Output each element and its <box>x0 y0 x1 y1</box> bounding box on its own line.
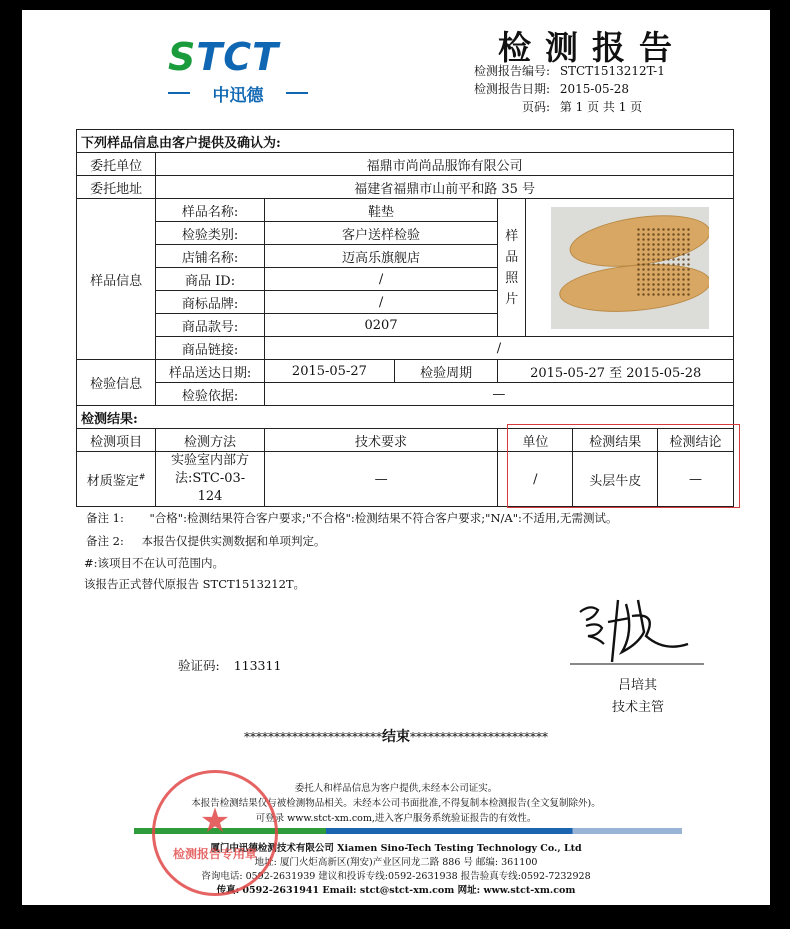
sample-photo-cell <box>526 199 734 337</box>
address-value: 福建省福鼎市山前平和路 35 号 <box>156 176 734 199</box>
delivery-label: 样品送达日期: <box>156 360 265 383</box>
report-date <box>470 80 629 97</box>
result-unit: / <box>498 452 573 507</box>
highlight-box <box>507 424 740 508</box>
note-1 <box>86 510 618 526</box>
result-value: 头层牛皮 <box>573 452 658 507</box>
note-2-label: 备注 2: <box>86 534 124 548</box>
note-2 <box>86 533 326 549</box>
report-page <box>22 10 770 905</box>
photo-label <box>498 199 526 337</box>
inspect-label: 检验信息 <box>77 360 156 406</box>
verify-label: 验证码: <box>178 658 220 673</box>
sample-row-value: 0207 <box>264 314 497 337</box>
result-item-mark: # <box>138 472 146 482</box>
sample-row-value: 客户送样检验 <box>264 222 497 245</box>
note-3: #:该项目不在认可范围内。 <box>84 556 225 570</box>
insole-perforations <box>636 227 691 297</box>
sample-row-label: 商品款号: <box>156 314 265 337</box>
result-item <box>77 452 156 507</box>
sample-row-label: 商标品牌: <box>156 291 265 314</box>
page-value: 第 1 页 共 1 页 <box>559 100 643 114</box>
logo-wordmark: STCT <box>168 35 280 79</box>
end-text: 结束 <box>382 729 410 745</box>
report-title: 检测报告 <box>498 28 686 67</box>
note-2-text: 本报告仅提供实测数据和单项判定。 <box>141 534 326 548</box>
section-sample-header: 下列样品信息由客户提供及确认为: <box>77 130 734 153</box>
sample-info-label: 样品信息 <box>77 199 156 360</box>
logo-subtitle: 中迅德 <box>168 81 308 106</box>
basis-value: — <box>264 383 733 406</box>
footer-phones: 咨询电话: 0592-2631939 建议和投诉专线:0592-2631938 报告验真专线:0592-7232928 <box>201 871 591 882</box>
sample-row-value: / <box>264 291 497 314</box>
photo-label-char: 片 <box>505 291 519 307</box>
footer-company: 厦门中迅德检测技术有限公司 Xiamen Sino-Tech Testing Technology Co., Ltd <box>210 843 582 854</box>
sample-row-label: 商品链接: <box>156 337 265 360</box>
report-number-value: STCT1513212T-1 <box>559 64 665 78</box>
signer-role: 技术主管 <box>612 700 665 715</box>
sample-row-label: 店铺名称: <box>156 245 265 268</box>
report-page-info <box>470 98 642 115</box>
col-header-method: 检测方法 <box>156 429 265 452</box>
section-result-header: 检测结果: <box>77 406 734 429</box>
company-logo <box>168 35 308 115</box>
result-conclusion: — <box>658 452 734 507</box>
footer-contact: 传真: 0592-2631941 Email: stct@stct-xm.com 网址: www.stct-xm.com <box>216 885 576 896</box>
verify-code <box>178 656 281 674</box>
photo-label-char: 照 <box>505 270 519 286</box>
sample-row-value: 鞋垫 <box>264 199 497 222</box>
footer-address: 地址: 厦门火炬高新区(翔安)产业区同龙二路 886 号 邮编: 361100 <box>254 857 538 868</box>
report-date-value: 2015-05-28 <box>559 82 630 96</box>
end-stars-right: *********************** <box>410 730 548 744</box>
result-item-text: 材质鉴定 <box>86 473 139 489</box>
result-requirement: — <box>264 452 497 507</box>
basis-label: 检验依据: <box>156 383 265 406</box>
sample-row-label: 商品 ID: <box>156 268 265 291</box>
end-stars-left: *********************** <box>244 730 382 744</box>
company-seal <box>152 770 278 896</box>
col-header-result: 检测结果 <box>573 429 658 452</box>
col-header-conclusion: 检测结论 <box>658 429 734 452</box>
photo-label-char: 品 <box>505 249 519 265</box>
footer-line-3: 可登录 www.stct-xm.com,进入客户服务系统验证报告的有效性。 <box>255 813 537 824</box>
footer-line-2: 本报告检测结果仅与被检测物品相关。未经本公司书面批准,不得复制本检测报告(全文复制除外)。 <box>191 798 601 809</box>
report-end-line <box>22 726 770 746</box>
sample-row-label: 检验类别: <box>156 222 265 245</box>
insole-photo <box>551 207 709 329</box>
note-1-text: "合格":检测结果符合客户要求;"不合格":检测结果不符合客户要求;"N/A":不适用,无需测试。 <box>149 511 618 525</box>
footer-line-1: 委托人和样品信息为客户提供,未经本公司证实。 <box>294 783 498 794</box>
col-header-requirement: 技术要求 <box>264 429 497 452</box>
signer-name: 吕培其 <box>618 678 658 693</box>
period-value: 2015-05-27 至 2015-05-28 <box>498 360 734 383</box>
photo-label-char: 样 <box>505 228 519 244</box>
page-label: 页码: <box>521 100 550 114</box>
sample-row-value: 迈高乐旗舰店 <box>264 245 497 268</box>
address-label: 委托地址 <box>77 176 156 199</box>
report-number-label: 检测报告编号: <box>473 64 550 78</box>
note-1-label: 备注 1: <box>86 511 124 525</box>
sample-row-label: 样品名称: <box>156 199 265 222</box>
col-header-unit: 单位 <box>498 429 573 452</box>
col-header-item: 检测项目 <box>77 429 156 452</box>
seal-text: 检测报告专用章 <box>172 847 257 861</box>
result-method: 实验室内部方法:STC-03-124 <box>156 452 265 507</box>
signature-image <box>568 592 708 668</box>
client-label: 委托单位 <box>77 153 156 176</box>
sample-row-value: / <box>264 268 497 291</box>
client-value: 福鼎市尚尚品服饰有限公司 <box>156 153 734 176</box>
verify-value: 113311 <box>233 658 282 673</box>
sample-row-value: / <box>264 337 733 360</box>
note-4: 该报告正式替代原报告 STCT1513212T。 <box>84 577 306 591</box>
report-date-label: 检测报告日期: <box>473 82 550 96</box>
report-number <box>470 62 665 79</box>
delivery-value: 2015-05-27 <box>264 360 394 383</box>
seal-star-icon: ★ <box>199 801 231 841</box>
period-label: 检验周期 <box>394 360 497 383</box>
